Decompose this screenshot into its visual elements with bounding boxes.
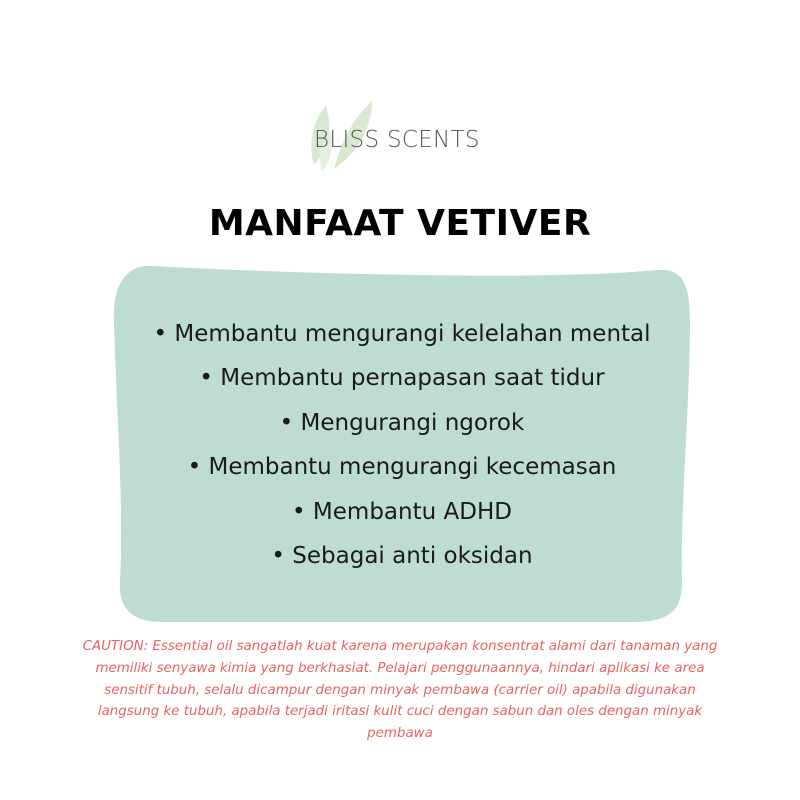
benefit-item: • Membantu mengurangi kelelahan mental — [153, 321, 651, 347]
benefit-item: • Membantu pernapasan saat tidur — [199, 365, 605, 392]
caution-note: CAUTION: Essential oil sangatlah kuat karena merupakan konsentrat alami dari tanaman yang memiliki senyawa kimia yang berkhasiat. Pelajari penggunaannya, hindari aplikasi ke area sensitif tubuh, selalu dicampur dengan minyak pembawa (carrier oil) apabila digunakan langsung ke tubuh, apabila terjadi iritasi kulit cuci dengan sabun dan oles dengan minyak pembawa — [82, 639, 718, 742]
benefits-list — [112, 312, 692, 578]
benefit-item: • Sebagai anti oksidan — [271, 542, 533, 569]
benefit-item: • Membantu mengurangi kecemasan — [187, 454, 617, 481]
brand-logo — [300, 95, 500, 180]
benefit-item: • Mengurangi ngorok — [279, 409, 525, 436]
page-title: MANFAAT VETIVER — [208, 203, 592, 244]
benefit-item: • Membantu ADHD — [292, 498, 512, 525]
brand-name: BLISS SCENTS — [314, 127, 480, 153]
